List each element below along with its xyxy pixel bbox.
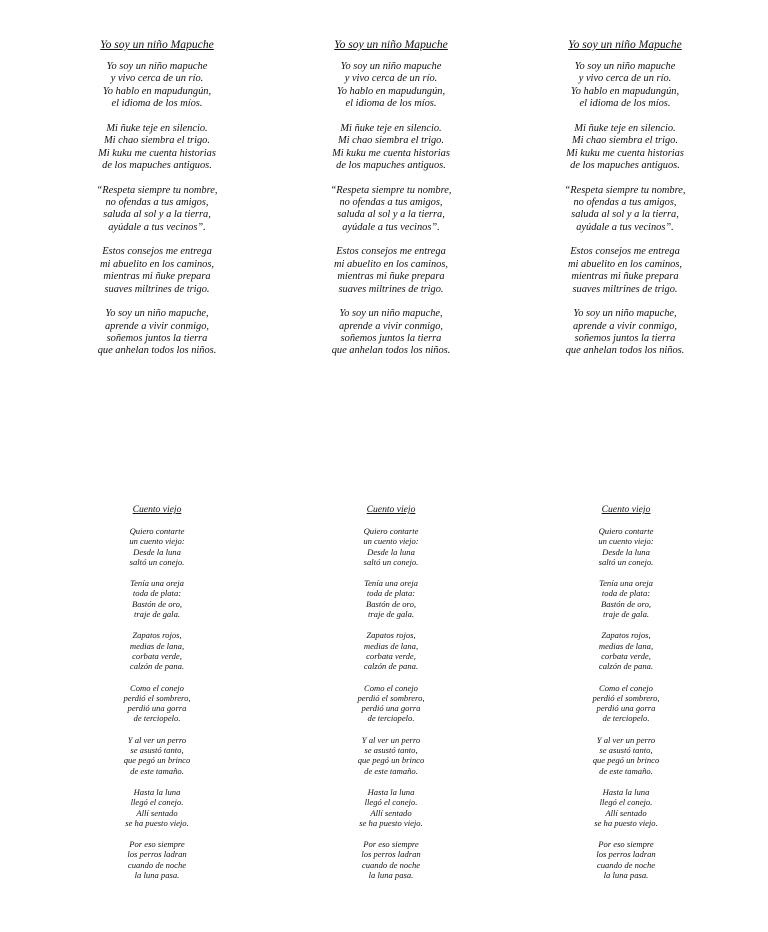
poem-line: de los mapuches antiguos. bbox=[570, 160, 680, 172]
poem-line: traje de gala. bbox=[367, 609, 415, 620]
poem-line: saluda al sol y a la tierra, bbox=[103, 209, 211, 221]
poem-line: Mi chao siembra el trigo. bbox=[104, 135, 210, 147]
poem-line: de este tamaño. bbox=[599, 765, 653, 776]
poem-line: cuando de noche bbox=[361, 859, 421, 870]
stanza bbox=[47, 308, 267, 358]
stanza bbox=[546, 735, 706, 776]
poem-line: Yo soy un niño mapuche, bbox=[339, 308, 443, 320]
poem-line: un cuento viejo: bbox=[598, 536, 654, 547]
poem-line: Yo soy un niño mapuche bbox=[106, 61, 208, 72]
poem-line: el idioma de los míos. bbox=[579, 98, 671, 110]
poem-line: Mi ñuke teje en silencio. bbox=[106, 122, 208, 134]
poem-line: mi abuelito en los caminos, bbox=[100, 258, 214, 270]
poem-line: saluda al sol y a la tierra, bbox=[571, 209, 679, 221]
poem-cuento-viejo-copy-3 bbox=[546, 504, 706, 891]
poem-line: Bastón de oro, bbox=[131, 598, 183, 609]
stanza bbox=[515, 123, 735, 173]
poem-line: y vivo cerca de un río. bbox=[344, 73, 438, 85]
poem-line: que pegó un brinco bbox=[123, 755, 191, 766]
poem-line: mientras mi ñuke prepara bbox=[103, 271, 211, 283]
poem-line: Y al ver un perro bbox=[361, 734, 421, 745]
stanza bbox=[77, 787, 237, 828]
poem-title: Yo soy un niño Mapuche bbox=[100, 38, 214, 51]
poem-line: de los mapuches antiguos. bbox=[102, 160, 212, 172]
poem-line: de terciopelo. bbox=[367, 713, 415, 724]
poem-line: Como el conejo bbox=[130, 682, 184, 693]
poem-line: Como el conejo bbox=[364, 682, 418, 693]
poem-line: un cuento viejo: bbox=[363, 536, 419, 547]
stanza bbox=[77, 526, 237, 567]
poem-line: Mi ñuke teje en silencio. bbox=[340, 122, 442, 134]
poem-line: Zapatos rojos, bbox=[601, 630, 651, 641]
stanza bbox=[311, 526, 471, 567]
poem-line: aprende a vivir conmigo, bbox=[572, 320, 678, 332]
stanza bbox=[47, 246, 267, 296]
poem-line: la luna pasa. bbox=[368, 870, 414, 881]
poem-line: Quiero contarte bbox=[598, 526, 654, 536]
poem-line: Y al ver un perro bbox=[596, 734, 656, 745]
poem-line: los perros ladran bbox=[596, 849, 656, 860]
poem-line: saltó un conejo. bbox=[129, 556, 185, 567]
poem-line: saltó un conejo. bbox=[363, 556, 419, 567]
poem-line: Mi kuku me cuenta historias bbox=[98, 147, 216, 159]
poem-cuento-viejo-copy-2 bbox=[311, 504, 471, 891]
poem-line: soñemos juntos la tierra bbox=[340, 333, 442, 345]
poem-line: Por eso siempre bbox=[598, 839, 654, 850]
stanza bbox=[311, 839, 471, 880]
poem-line: toda de plata: bbox=[366, 588, 416, 599]
poem-line: que anhelan todos los niños. bbox=[331, 345, 451, 357]
stanza bbox=[546, 526, 706, 567]
stanza bbox=[546, 683, 706, 724]
poem-cuento-viejo-copy-1 bbox=[77, 504, 237, 891]
stanza bbox=[546, 787, 706, 828]
poem-title: Yo soy un niño Mapuche bbox=[334, 38, 448, 51]
poem-title: Cuento viejo bbox=[601, 504, 651, 515]
poem-line: calzón de pana. bbox=[363, 661, 419, 672]
poem-line: aprende a vivir conmigo, bbox=[338, 320, 444, 332]
poem-line: perdió el sombrero, bbox=[592, 692, 660, 703]
poem-line: Desde la luna bbox=[133, 546, 181, 557]
stanza bbox=[311, 630, 471, 671]
stanza bbox=[47, 61, 267, 111]
poem-line: de los mapuches antiguos. bbox=[336, 160, 446, 172]
poem-line: perdió una gorra bbox=[596, 703, 656, 714]
poem-line: corbata verde, bbox=[132, 650, 182, 661]
poem-line: medias de lana, bbox=[129, 640, 185, 651]
poem-line: mientras mi ñuke prepara bbox=[571, 271, 679, 283]
poem-line: suaves miltrines de trigo. bbox=[104, 283, 210, 295]
stanza bbox=[546, 578, 706, 619]
poem-line: se asustó tanto, bbox=[599, 745, 653, 756]
poem-line: Mi kuku me cuenta historias bbox=[332, 147, 450, 159]
poem-line: soñemos juntos la tierra bbox=[106, 333, 208, 345]
poem-line: ayúdale a tus vecinos”. bbox=[576, 221, 674, 233]
poem-line: se asustó tanto, bbox=[130, 745, 184, 756]
poem-line: soñemos juntos la tierra bbox=[574, 333, 676, 345]
poem-line: de terciopelo. bbox=[133, 713, 181, 724]
poem-title: Cuento viejo bbox=[132, 504, 182, 515]
poem-line: se ha puesto viejo. bbox=[359, 817, 423, 828]
stanza bbox=[311, 683, 471, 724]
poem-line: los perros ladran bbox=[361, 849, 421, 860]
stanza bbox=[281, 308, 501, 358]
poem-line: Estos consejos me entrega bbox=[102, 246, 212, 258]
poem-line: la luna pasa. bbox=[134, 870, 180, 881]
stanza bbox=[77, 735, 237, 776]
stanza bbox=[77, 683, 237, 724]
stanza bbox=[515, 246, 735, 296]
poem-line: Bastón de oro, bbox=[365, 598, 417, 609]
stanza bbox=[77, 839, 237, 880]
poem-line: Yo soy un niño mapuche bbox=[340, 61, 442, 72]
stanza bbox=[515, 308, 735, 358]
poem-line: mientras mi ñuke prepara bbox=[337, 271, 445, 283]
poem-line: se asustó tanto, bbox=[364, 745, 418, 756]
poem-line: medias de lana, bbox=[598, 640, 654, 651]
poem-line: Hasta la luna bbox=[367, 786, 415, 797]
stanza bbox=[47, 123, 267, 173]
poem-line: no ofendas a tus amigos, bbox=[573, 197, 677, 209]
poem-line: Por eso siempre bbox=[129, 839, 185, 850]
poem-line: toda de plata: bbox=[601, 588, 651, 599]
poem-line: ayúdale a tus vecinos”. bbox=[108, 221, 206, 233]
poem-line: Yo hablo en mapudungún, bbox=[102, 85, 212, 97]
stanza bbox=[515, 61, 735, 111]
poem-line: no ofendas a tus amigos, bbox=[105, 197, 209, 209]
poem-line: Yo soy un niño mapuche bbox=[574, 61, 676, 72]
poem-line: Tenía una oreja bbox=[599, 578, 653, 589]
poem-line: Zapatos rojos, bbox=[132, 630, 182, 641]
poem-line: “Respeta siempre tu nombre, bbox=[564, 184, 686, 196]
poem-line: que anhelan todos los niños. bbox=[565, 345, 685, 357]
poem-line: llegó el conejo. bbox=[364, 797, 418, 808]
stanza bbox=[281, 246, 501, 296]
poem-line: aprende a vivir conmigo, bbox=[104, 320, 210, 332]
poem-line: perdió una gorra bbox=[127, 703, 187, 714]
poem-mapuche-copy-2 bbox=[281, 38, 501, 370]
poem-line: perdió el sombrero, bbox=[357, 692, 425, 703]
poem-mapuche-copy-3 bbox=[515, 38, 735, 370]
poem-line: Mi kuku me cuenta historias bbox=[566, 147, 684, 159]
poem-line: cuando de noche bbox=[127, 859, 187, 870]
poem-line: de este tamaño. bbox=[130, 765, 184, 776]
poem-line: Desde la luna bbox=[602, 546, 650, 557]
poem-line: que anhelan todos los niños. bbox=[97, 345, 217, 357]
poem-line: los perros ladran bbox=[127, 849, 187, 860]
poem-line: Allí sentado bbox=[136, 807, 178, 818]
poem-line: corbata verde, bbox=[601, 650, 651, 661]
poem-line: Mi chao siembra el trigo. bbox=[572, 135, 678, 147]
poem-line: “Respeta siempre tu nombre, bbox=[330, 184, 452, 196]
poem-line: de terciopelo. bbox=[602, 713, 650, 724]
poem-line: mi abuelito en los caminos, bbox=[568, 258, 682, 270]
poem-line: Estos consejos me entrega bbox=[336, 246, 446, 258]
poem-line: se ha puesto viejo. bbox=[125, 817, 189, 828]
poem-line: el idioma de los míos. bbox=[111, 98, 203, 110]
poem-line: Tenía una oreja bbox=[364, 578, 418, 589]
stanza bbox=[311, 787, 471, 828]
poem-line: Mi chao siembra el trigo. bbox=[338, 135, 444, 147]
poem-line: llegó el conejo. bbox=[599, 797, 653, 808]
poem-line: Mi ñuke teje en silencio. bbox=[574, 122, 676, 134]
poem-line: saluda al sol y a la tierra, bbox=[337, 209, 445, 221]
poem-line: Quiero contarte bbox=[129, 526, 185, 536]
poem-line: “Respeta siempre tu nombre, bbox=[96, 184, 218, 196]
poem-line: Bastón de oro, bbox=[600, 598, 652, 609]
stanza bbox=[281, 123, 501, 173]
stanza bbox=[515, 185, 735, 235]
poem-line: traje de gala. bbox=[602, 609, 650, 620]
stanza bbox=[77, 630, 237, 671]
poem-line: ayúdale a tus vecinos”. bbox=[342, 221, 440, 233]
poem-line: que pegó un brinco bbox=[357, 755, 425, 766]
poem-line: Zapatos rojos, bbox=[366, 630, 416, 641]
poem-line: no ofendas a tus amigos, bbox=[339, 197, 443, 209]
stanza bbox=[546, 839, 706, 880]
poem-title: Yo soy un niño Mapuche bbox=[568, 38, 682, 51]
poem-line: y vivo cerca de un río. bbox=[110, 73, 204, 85]
poem-line: Hasta la luna bbox=[133, 786, 181, 797]
poem-line: suaves miltrines de trigo. bbox=[572, 283, 678, 295]
stanza bbox=[47, 185, 267, 235]
poem-line: Por eso siempre bbox=[363, 839, 419, 850]
poem-line: calzón de pana. bbox=[129, 661, 185, 672]
poem-line: Como el conejo bbox=[599, 682, 653, 693]
stanza bbox=[311, 578, 471, 619]
poem-line: la luna pasa. bbox=[603, 870, 649, 881]
poem-line: medias de lana, bbox=[363, 640, 419, 651]
poem-line: un cuento viejo: bbox=[129, 536, 185, 547]
poem-line: corbata verde, bbox=[366, 650, 416, 661]
poem-line: traje de gala. bbox=[133, 609, 181, 620]
poem-line: Quiero contarte bbox=[363, 526, 419, 536]
poem-line: perdió el sombrero, bbox=[123, 692, 191, 703]
poem-line: Yo hablo en mapudungún, bbox=[336, 85, 446, 97]
poem-line: mi abuelito en los caminos, bbox=[334, 258, 448, 270]
poem-line: Yo soy un niño mapuche, bbox=[105, 308, 209, 320]
poem-line: se ha puesto viejo. bbox=[594, 817, 658, 828]
poem-line: de este tamaño. bbox=[364, 765, 418, 776]
poem-line: Tenía una oreja bbox=[130, 578, 184, 589]
poem-line: suaves miltrines de trigo. bbox=[338, 283, 444, 295]
poem-line: calzón de pana. bbox=[598, 661, 654, 672]
stanza bbox=[77, 578, 237, 619]
stanza bbox=[281, 61, 501, 111]
stanza bbox=[281, 185, 501, 235]
poem-line: Allí sentado bbox=[370, 807, 412, 818]
poem-line: y vivo cerca de un río. bbox=[578, 73, 672, 85]
poem-line: el idioma de los míos. bbox=[345, 98, 437, 110]
poem-line: Allí sentado bbox=[605, 807, 647, 818]
poem-line: saltó un conejo. bbox=[598, 556, 654, 567]
poem-line: que pegó un brinco bbox=[592, 755, 660, 766]
poem-title: Cuento viejo bbox=[366, 504, 416, 515]
poem-line: llegó el conejo. bbox=[130, 797, 184, 808]
poem-line: Hasta la luna bbox=[602, 786, 650, 797]
poem-line: Desde la luna bbox=[367, 546, 415, 557]
poem-line: Y al ver un perro bbox=[127, 734, 187, 745]
poem-mapuche-copy-1 bbox=[47, 38, 267, 370]
poem-line: Estos consejos me entrega bbox=[570, 246, 680, 258]
poem-line: perdió una gorra bbox=[361, 703, 421, 714]
poem-line: Yo soy un niño mapuche, bbox=[573, 308, 677, 320]
stanza bbox=[311, 735, 471, 776]
stanza bbox=[546, 630, 706, 671]
poem-line: Yo hablo en mapudungún, bbox=[570, 85, 680, 97]
poem-line: cuando de noche bbox=[596, 859, 656, 870]
poem-line: toda de plata: bbox=[132, 588, 182, 599]
